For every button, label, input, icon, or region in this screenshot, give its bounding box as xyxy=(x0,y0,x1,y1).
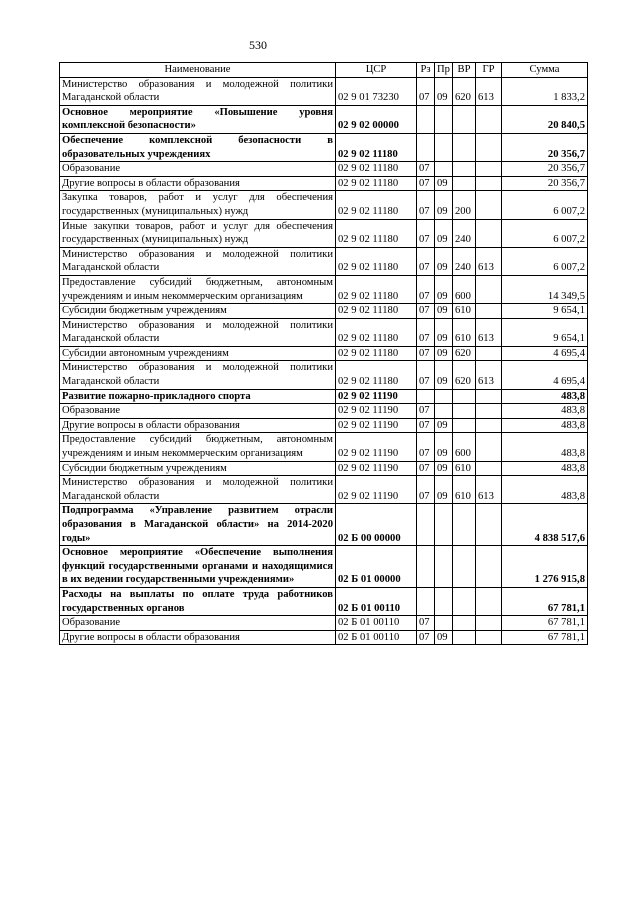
row-vr-cell: 240 xyxy=(453,247,476,275)
row-gr-cell xyxy=(476,105,502,133)
row-rz-cell: 07 xyxy=(417,162,435,177)
row-rz-cell: 07 xyxy=(417,77,435,105)
row-vr-cell: 610 xyxy=(453,461,476,476)
row-pr-cell: 09 xyxy=(435,318,453,346)
row-sum-cell: 20 356,7 xyxy=(502,176,588,191)
row-rz-cell: 07 xyxy=(417,630,435,645)
row-rz-cell xyxy=(417,546,435,588)
row-vr-cell: 200 xyxy=(453,191,476,219)
table-row xyxy=(60,587,588,615)
row-sum-cell: 14 349,5 xyxy=(502,275,588,303)
row-pr-cell: 09 xyxy=(435,461,453,476)
row-csr-cell: 02 9 01 73230 xyxy=(336,77,417,105)
row-name-cell: Образование xyxy=(60,616,336,631)
row-vr-cell: 620 xyxy=(453,361,476,389)
table-row xyxy=(60,404,588,419)
table-body xyxy=(60,77,588,645)
row-csr-cell: 02 9 02 11190 xyxy=(336,418,417,433)
row-gr-cell xyxy=(476,133,502,161)
row-pr-cell: 09 xyxy=(435,219,453,247)
row-vr-cell xyxy=(453,616,476,631)
row-gr-cell: 613 xyxy=(476,318,502,346)
row-gr-cell xyxy=(476,504,502,546)
row-csr-cell: 02 Б 00 00000 xyxy=(336,504,417,546)
row-sum-cell: 483,8 xyxy=(502,461,588,476)
row-gr-cell xyxy=(476,346,502,361)
header-name: Наименование xyxy=(60,63,336,78)
row-pr-cell: 09 xyxy=(435,176,453,191)
table-row xyxy=(60,105,588,133)
row-name-cell: Образование xyxy=(60,404,336,419)
row-csr-cell: 02 9 02 11180 xyxy=(336,346,417,361)
table-row xyxy=(60,616,588,631)
row-vr-cell xyxy=(453,389,476,404)
row-sum-cell: 1 276 915,8 xyxy=(502,546,588,588)
row-sum-cell: 4 838 517,6 xyxy=(502,504,588,546)
row-rz-cell: 07 xyxy=(417,476,435,504)
row-pr-cell xyxy=(435,389,453,404)
row-sum-cell: 483,8 xyxy=(502,404,588,419)
table-row xyxy=(60,418,588,433)
row-pr-cell xyxy=(435,546,453,588)
table-row xyxy=(60,461,588,476)
row-csr-cell: 02 Б 01 00110 xyxy=(336,616,417,631)
row-pr-cell: 09 xyxy=(435,304,453,319)
row-csr-cell: 02 9 02 11180 xyxy=(336,191,417,219)
row-gr-cell xyxy=(476,219,502,247)
table-row xyxy=(60,162,588,177)
table-row xyxy=(60,133,588,161)
row-name-cell: Расходы на выплаты по оплате труда работников государственных органов xyxy=(60,587,336,615)
row-name-cell: Предоставление субсидий бюджетным, автономным учреждениям и иным некоммерческим организациям xyxy=(60,433,336,461)
table-row xyxy=(60,346,588,361)
table-row xyxy=(60,389,588,404)
row-sum-cell: 483,8 xyxy=(502,418,588,433)
row-name-cell: Другие вопросы в области образования xyxy=(60,630,336,645)
row-rz-cell: 07 xyxy=(417,616,435,631)
row-pr-cell: 09 xyxy=(435,77,453,105)
row-rz-cell: 07 xyxy=(417,219,435,247)
row-vr-cell xyxy=(453,587,476,615)
header-pr: Пр xyxy=(435,63,453,78)
table-row xyxy=(60,191,588,219)
row-rz-cell xyxy=(417,105,435,133)
table-header-row xyxy=(60,63,588,78)
row-gr-cell xyxy=(476,162,502,177)
row-gr-cell xyxy=(476,546,502,588)
row-vr-cell xyxy=(453,176,476,191)
row-gr-cell xyxy=(476,191,502,219)
row-pr-cell xyxy=(435,162,453,177)
row-name-cell: Образование xyxy=(60,162,336,177)
row-sum-cell: 20 840,5 xyxy=(502,105,588,133)
table-row xyxy=(60,504,588,546)
table-row xyxy=(60,361,588,389)
row-csr-cell: 02 9 02 11190 xyxy=(336,433,417,461)
row-vr-cell: 600 xyxy=(453,433,476,461)
row-name-cell: Субсидии бюджетным учреждениям xyxy=(60,461,336,476)
row-name-cell: Подпрограмма «Управление развитием отрасли образования в Магаданской области» на 2014-2020 годы» xyxy=(60,504,336,546)
table-row xyxy=(60,77,588,105)
row-csr-cell: 02 9 02 11180 xyxy=(336,162,417,177)
row-vr-cell xyxy=(453,546,476,588)
row-gr-cell xyxy=(476,275,502,303)
row-vr-cell: 610 xyxy=(453,304,476,319)
row-rz-cell: 07 xyxy=(417,461,435,476)
row-rz-cell xyxy=(417,133,435,161)
row-sum-cell: 67 781,1 xyxy=(502,587,588,615)
row-rz-cell: 07 xyxy=(417,346,435,361)
row-csr-cell: 02 9 02 11190 xyxy=(336,461,417,476)
table-row xyxy=(60,476,588,504)
row-sum-cell: 1 833,2 xyxy=(502,77,588,105)
row-name-cell: Другие вопросы в области образования xyxy=(60,418,336,433)
row-name-cell: Министерство образования и молодежной политики Магаданской области xyxy=(60,476,336,504)
row-rz-cell: 07 xyxy=(417,318,435,346)
row-pr-cell xyxy=(435,587,453,615)
row-pr-cell: 09 xyxy=(435,476,453,504)
row-sum-cell: 6 007,2 xyxy=(502,219,588,247)
table-row xyxy=(60,318,588,346)
row-pr-cell xyxy=(435,404,453,419)
row-name-cell: Обеспечение комплексной безопасности в образовательных учреждениях xyxy=(60,133,336,161)
row-pr-cell: 09 xyxy=(435,630,453,645)
row-csr-cell: 02 Б 01 00110 xyxy=(336,630,417,645)
row-gr-cell: 613 xyxy=(476,247,502,275)
row-rz-cell: 07 xyxy=(417,433,435,461)
row-gr-cell xyxy=(476,304,502,319)
header-vr: ВР xyxy=(453,63,476,78)
row-name-cell: Министерство образования и молодежной политики Магаданской области xyxy=(60,361,336,389)
row-sum-cell: 20 356,7 xyxy=(502,133,588,161)
row-name-cell: Министерство образования и молодежной политики Магаданской области xyxy=(60,77,336,105)
row-vr-cell xyxy=(453,504,476,546)
row-vr-cell xyxy=(453,630,476,645)
row-name-cell: Министерство образования и молодежной политики Магаданской области xyxy=(60,247,336,275)
row-vr-cell: 610 xyxy=(453,318,476,346)
budget-table xyxy=(59,62,588,645)
header-rz: Рз xyxy=(417,63,435,78)
row-sum-cell: 67 781,1 xyxy=(502,616,588,631)
row-pr-cell: 09 xyxy=(435,275,453,303)
row-sum-cell: 483,8 xyxy=(502,476,588,504)
row-gr-cell xyxy=(476,587,502,615)
row-vr-cell: 600 xyxy=(453,275,476,303)
row-sum-cell: 9 654,1 xyxy=(502,318,588,346)
row-pr-cell: 09 xyxy=(435,433,453,461)
table-row xyxy=(60,247,588,275)
header-sum: Сумма xyxy=(502,63,588,78)
row-csr-cell: 02 9 02 00000 xyxy=(336,105,417,133)
row-gr-cell: 613 xyxy=(476,361,502,389)
row-pr-cell xyxy=(435,133,453,161)
row-name-cell: Иные закупки товаров, работ и услуг для обеспечения государственных (муниципальных) нужд xyxy=(60,219,336,247)
table-row xyxy=(60,176,588,191)
table-row xyxy=(60,219,588,247)
row-rz-cell xyxy=(417,504,435,546)
row-pr-cell: 09 xyxy=(435,247,453,275)
row-sum-cell: 6 007,2 xyxy=(502,247,588,275)
row-name-cell: Закупка товаров, работ и услуг для обеспечения государственных (муниципальных) нужд xyxy=(60,191,336,219)
row-csr-cell: 02 9 02 11180 xyxy=(336,304,417,319)
row-vr-cell: 620 xyxy=(453,346,476,361)
row-pr-cell xyxy=(435,504,453,546)
row-pr-cell: 09 xyxy=(435,346,453,361)
row-vr-cell xyxy=(453,105,476,133)
row-rz-cell: 07 xyxy=(417,191,435,219)
row-sum-cell: 4 695,4 xyxy=(502,361,588,389)
row-csr-cell: 02 9 02 11180 xyxy=(336,318,417,346)
table-row xyxy=(60,546,588,588)
row-gr-cell: 613 xyxy=(476,476,502,504)
header-csr: ЦСР xyxy=(336,63,417,78)
row-vr-cell: 240 xyxy=(453,219,476,247)
table-row xyxy=(60,630,588,645)
row-pr-cell xyxy=(435,105,453,133)
row-rz-cell: 07 xyxy=(417,418,435,433)
row-name-cell: Предоставление субсидий бюджетным, автономным учреждениям и иным некоммерческим организациям xyxy=(60,275,336,303)
row-csr-cell: 02 9 02 11190 xyxy=(336,476,417,504)
row-rz-cell: 07 xyxy=(417,361,435,389)
row-gr-cell xyxy=(476,433,502,461)
row-rz-cell: 07 xyxy=(417,404,435,419)
row-sum-cell: 483,8 xyxy=(502,389,588,404)
row-name-cell: Другие вопросы в области образования xyxy=(60,176,336,191)
row-vr-cell: 610 xyxy=(453,476,476,504)
row-vr-cell xyxy=(453,404,476,419)
row-csr-cell: 02 9 02 11180 xyxy=(336,361,417,389)
row-rz-cell: 07 xyxy=(417,247,435,275)
row-name-cell: Субсидии бюджетным учреждениям xyxy=(60,304,336,319)
row-csr-cell: 02 Б 01 00000 xyxy=(336,546,417,588)
row-sum-cell: 20 356,7 xyxy=(502,162,588,177)
row-sum-cell: 67 781,1 xyxy=(502,630,588,645)
row-rz-cell xyxy=(417,389,435,404)
row-name-cell: Субсидии автономным учреждениям xyxy=(60,346,336,361)
row-rz-cell: 07 xyxy=(417,176,435,191)
row-gr-cell xyxy=(476,176,502,191)
row-name-cell: Министерство образования и молодежной политики Магаданской области xyxy=(60,318,336,346)
row-csr-cell: 02 9 02 11180 xyxy=(336,247,417,275)
row-sum-cell: 483,8 xyxy=(502,433,588,461)
table-row xyxy=(60,275,588,303)
row-gr-cell xyxy=(476,630,502,645)
row-rz-cell xyxy=(417,587,435,615)
row-gr-cell: 613 xyxy=(476,77,502,105)
row-name-cell: Основное мероприятие «Повышение уровня комплексной безопасности» xyxy=(60,105,336,133)
row-name-cell: Развитие пожарно-прикладного спорта xyxy=(60,389,336,404)
row-pr-cell: 09 xyxy=(435,361,453,389)
row-gr-cell xyxy=(476,418,502,433)
row-csr-cell: 02 9 02 11190 xyxy=(336,389,417,404)
row-gr-cell xyxy=(476,461,502,476)
row-rz-cell: 07 xyxy=(417,275,435,303)
row-vr-cell: 620 xyxy=(453,77,476,105)
row-vr-cell xyxy=(453,133,476,161)
row-csr-cell: 02 9 02 11180 xyxy=(336,133,417,161)
row-vr-cell xyxy=(453,418,476,433)
page-number: 530 xyxy=(249,38,267,52)
row-csr-cell: 02 9 02 11180 xyxy=(336,219,417,247)
row-pr-cell: 09 xyxy=(435,191,453,219)
row-csr-cell: 02 9 02 11180 xyxy=(336,275,417,303)
row-pr-cell xyxy=(435,616,453,631)
row-sum-cell: 6 007,2 xyxy=(502,191,588,219)
table-row xyxy=(60,304,588,319)
row-csr-cell: 02 9 02 11180 xyxy=(336,176,417,191)
table-row xyxy=(60,433,588,461)
row-rz-cell: 07 xyxy=(417,304,435,319)
row-name-cell: Основное мероприятие «Обеспечение выполнения функций государственными органами и находящимися в их ведении государственными учреждениями» xyxy=(60,546,336,588)
row-vr-cell xyxy=(453,162,476,177)
header-gr: ГР xyxy=(476,63,502,78)
row-sum-cell: 4 695,4 xyxy=(502,346,588,361)
row-csr-cell: 02 Б 01 00110 xyxy=(336,587,417,615)
row-pr-cell: 09 xyxy=(435,418,453,433)
row-sum-cell: 9 654,1 xyxy=(502,304,588,319)
row-gr-cell xyxy=(476,404,502,419)
row-gr-cell xyxy=(476,389,502,404)
row-gr-cell xyxy=(476,616,502,631)
row-csr-cell: 02 9 02 11190 xyxy=(336,404,417,419)
